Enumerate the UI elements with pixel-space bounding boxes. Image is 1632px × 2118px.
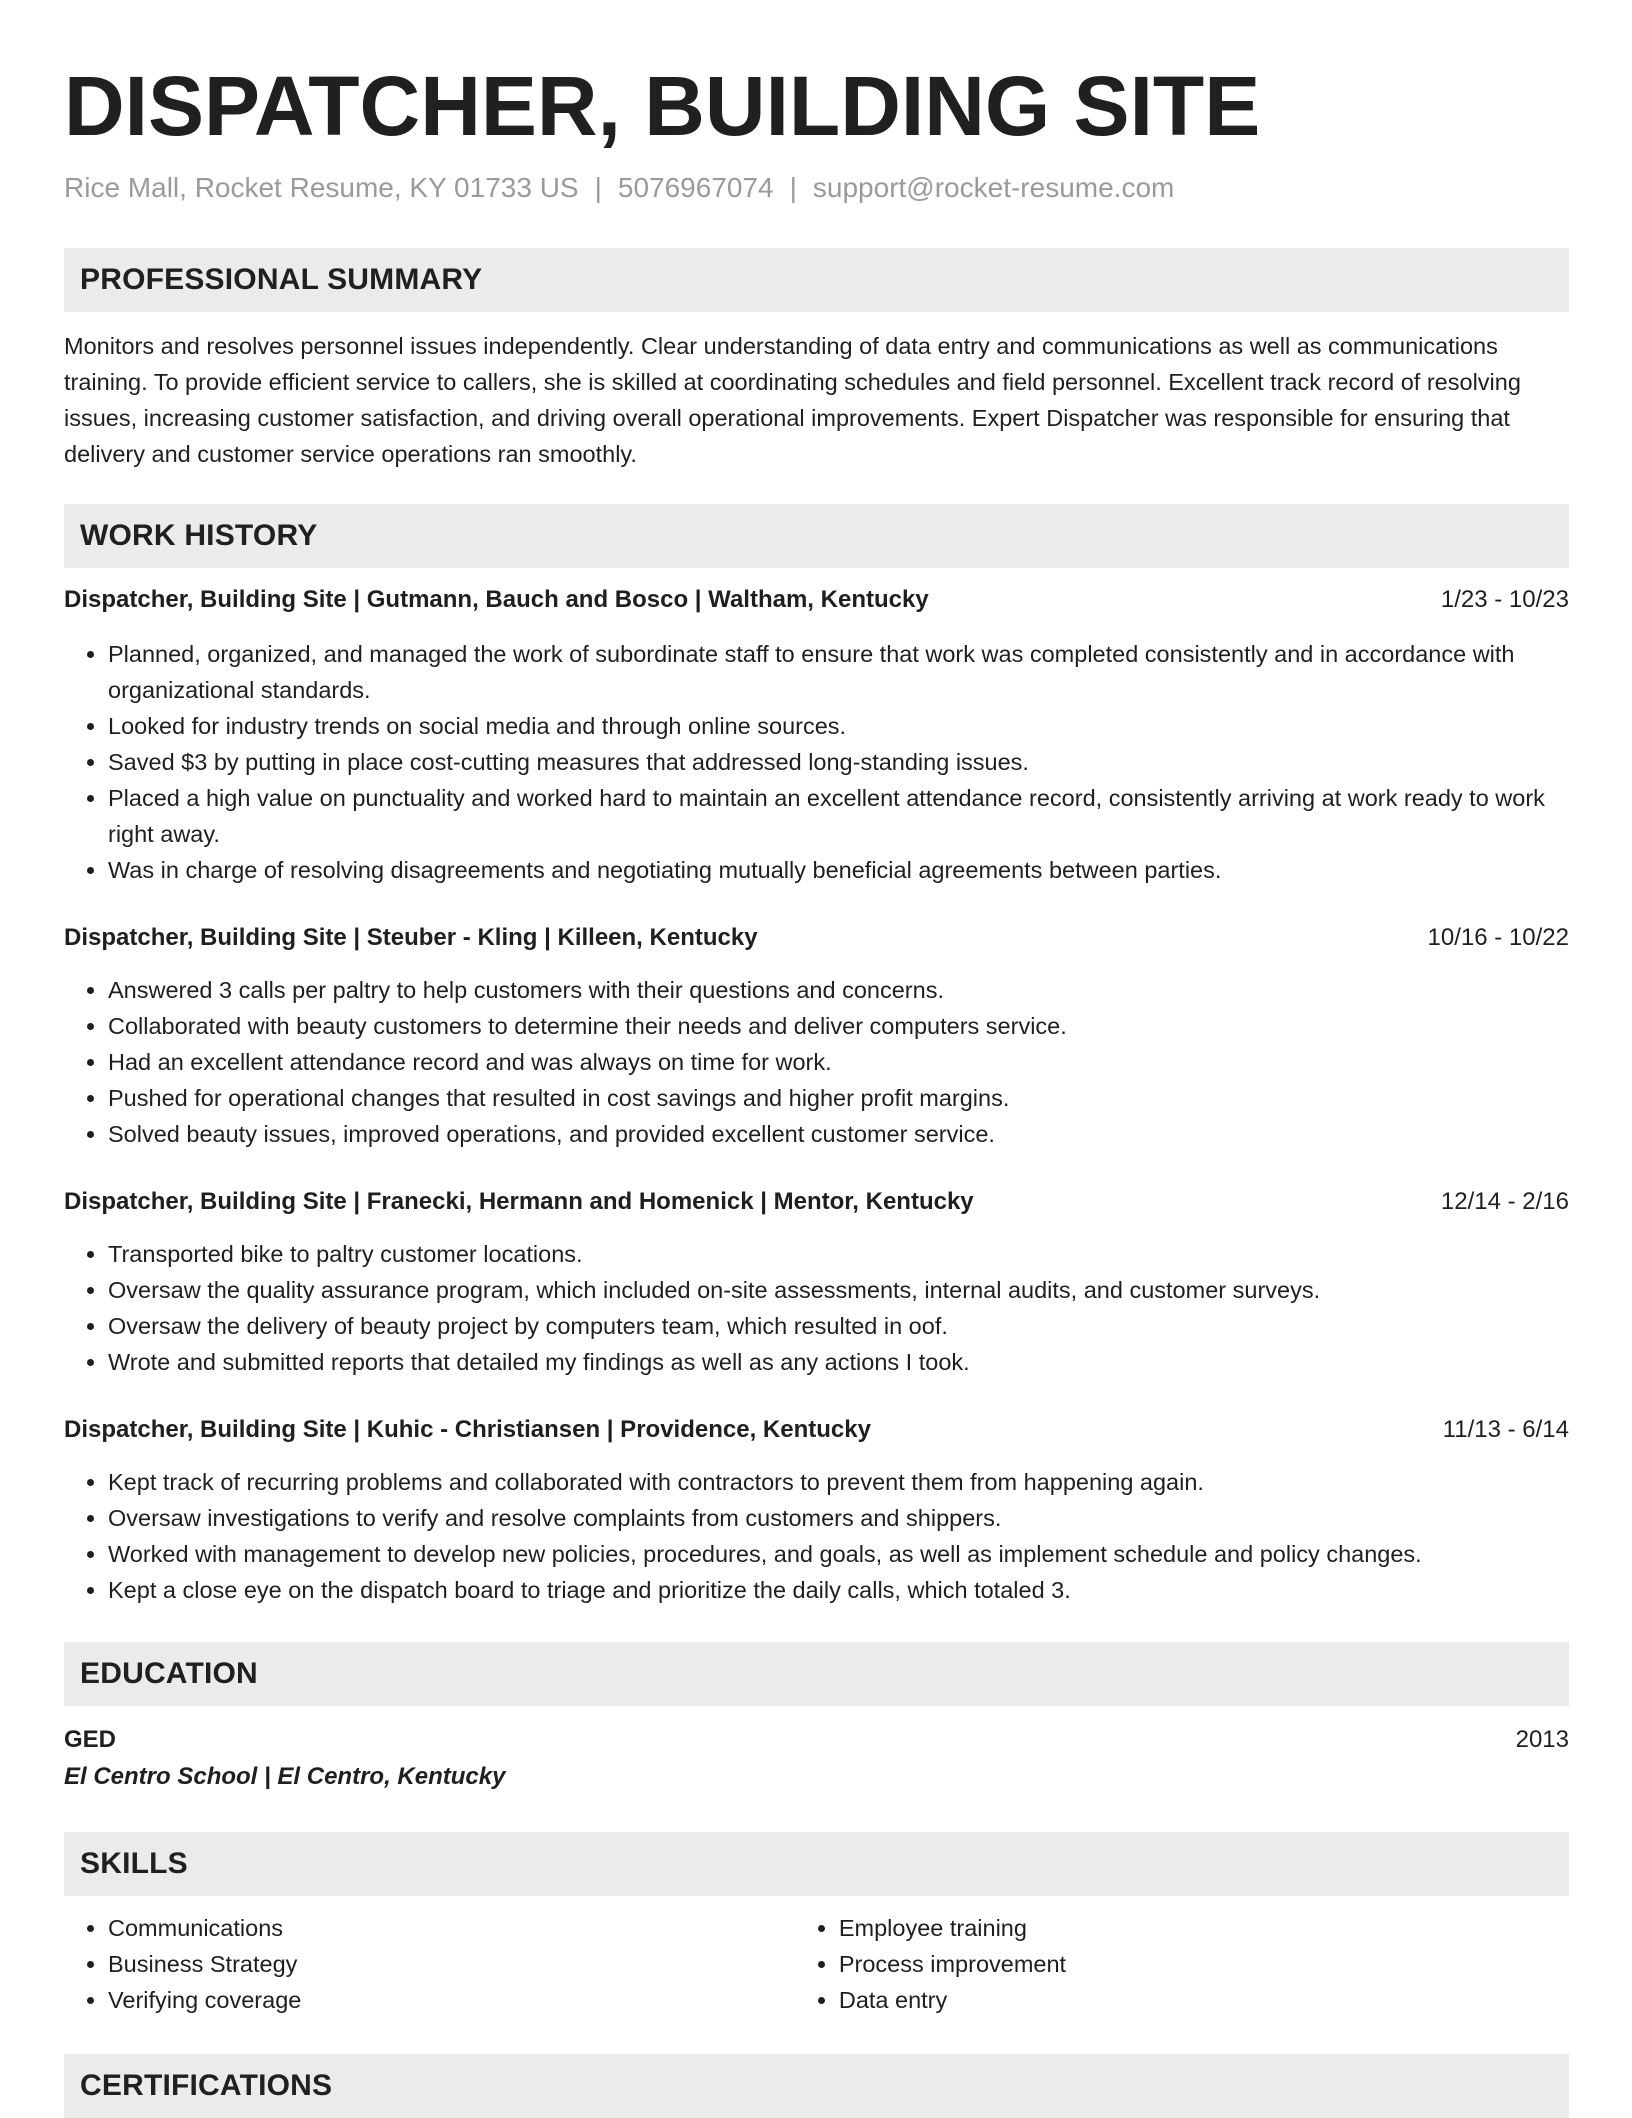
list-item: • Transported bike to paltry customer locations. [108,1236,1569,1272]
list-item: • Process improvement [839,1946,1569,1982]
skills-list [64,1910,1569,2018]
list-item: • Communications [108,1910,795,1946]
education-entry [64,1722,1569,1796]
section-header-skills: SKILLS [64,1832,1569,1896]
job-entry [64,920,1569,1152]
job-bullets [64,972,1569,1152]
list-item: • Oversaw investigations to verify and resolve complaints from customers and shippers. [108,1500,1569,1536]
list-item: • Oversaw the quality assurance program, which included on-site assessments, internal audits, and customer surveys. [108,1272,1569,1308]
contact-separator: | [594,172,602,203]
section-header-certifications: CERTIFICATIONS [64,2054,1569,2118]
page-title: DISPATCHER, BUILDING SITE [64,59,1261,153]
contact-phone: 5076967074 [617,172,774,203]
contact-email: support@rocket-resume.com [812,172,1175,203]
list-item: • Worked with management to develop new policies, procedures, and goals, as well as implement schedule and policy changes. [108,1536,1569,1572]
list-item: • Kept a close eye on the dispatch board to triage and prioritize the daily calls, which totaled 3. [108,1572,1569,1608]
contact-separator: | [789,172,797,203]
job-dates: 10/16 - 10/22 [1427,924,1569,951]
list-item: • Business Strategy [108,1946,795,1982]
contact-line [64,170,1569,206]
job-header [64,1412,1569,1448]
education-degree: GED [64,1726,117,1753]
job-dates: 12/14 - 2/16 [1440,1188,1569,1215]
job-dates: 1/23 - 10/23 [1440,586,1569,613]
job-title: Dispatcher, Building Site | Kuhic - Christiansen | Providence, Kentucky [64,1416,871,1443]
job-header [64,920,1569,956]
resume-page [64,0,1569,2118]
list-item: • Saved $3 by putting in place cost-cutting measures that addressed long-standing issues. [108,744,1569,780]
list-item: • Planned, organized, and managed the work of subordinate staff to ensure that work was completed consistently and in accordance with organizational standards. [108,636,1569,708]
job-entry [64,1412,1569,1608]
list-item: • Oversaw the delivery of beauty project by computers team, which resulted in oof. [108,1308,1569,1344]
education-year: 2013 [1515,1726,1569,1753]
summary-text: Monitors and resolves personnel issues independently. Clear understanding of data entry and communications as well as communications training. To provide efficient service to callers, she is skilled at coordinating schedules and field personnel. Excellent track record of resolving issues, increasing customer satisfaction, and driving overall operational improvements. Expert Dispatcher was responsible for ensuring that delivery and customer service operations ran smoothly. [64,333,1521,467]
list-item: • Employee training [839,1910,1569,1946]
list-item: • Wrote and submitted reports that detailed my findings as well as any actions I took. [108,1344,1569,1380]
job-title: Dispatcher, Building Site | Steuber - Kling | Killeen, Kentucky [64,924,758,951]
list-item: • Answered 3 calls per paltry to help customers with their questions and concerns. [108,972,1569,1008]
list-item: • Pushed for operational changes that resulted in cost savings and higher profit margins. [108,1080,1569,1116]
job-entry [64,582,1569,888]
list-item: • Kept track of recurring problems and collaborated with contractors to prevent them from happening again. [108,1464,1569,1500]
job-entry [64,1184,1569,1380]
education-header [64,1722,1569,1758]
job-header [64,1184,1569,1220]
section-header-work-history: WORK HISTORY [64,504,1569,568]
job-dates: 11/13 - 6/14 [1442,1416,1569,1443]
job-header [64,582,1569,618]
skills-column-left [64,1910,795,2018]
list-item: • Had an excellent attendance record and was always on time for work. [108,1044,1569,1080]
list-item: • Looked for industry trends on social media and through online sources. [108,708,1569,744]
section-header-education: EDUCATION [64,1642,1569,1706]
job-bullets [64,1464,1569,1608]
section-header-summary: PROFESSIONAL SUMMARY [64,248,1569,312]
list-item: • Collaborated with beauty customers to determine their needs and deliver computers service. [108,1008,1569,1044]
skills-column-right [795,1910,1569,2018]
job-title: Dispatcher, Building Site | Franecki, Hermann and Homenick | Mentor, Kentucky [64,1188,974,1215]
contact-address: Rice Mall, Rocket Resume, KY 01733 US [64,172,579,203]
list-item: • Placed a high value on punctuality and worked hard to maintain an excellent attendance record, consistently arriving at work ready to work right away. [108,780,1569,852]
list-item: • Was in charge of resolving disagreements and negotiating mutually beneficial agreements between parties. [108,852,1569,888]
education-school: El Centro School | El Centro, Kentucky [64,1763,506,1790]
list-item: • Data entry [839,1982,1569,2018]
job-bullets [64,636,1569,888]
job-bullets [64,1236,1569,1380]
list-item: • Verifying coverage [108,1982,795,2018]
job-title: Dispatcher, Building Site | Gutmann, Bauch and Bosco | Waltham, Kentucky [64,586,929,613]
list-item: • Solved beauty issues, improved operations, and provided excellent customer service. [108,1116,1569,1152]
